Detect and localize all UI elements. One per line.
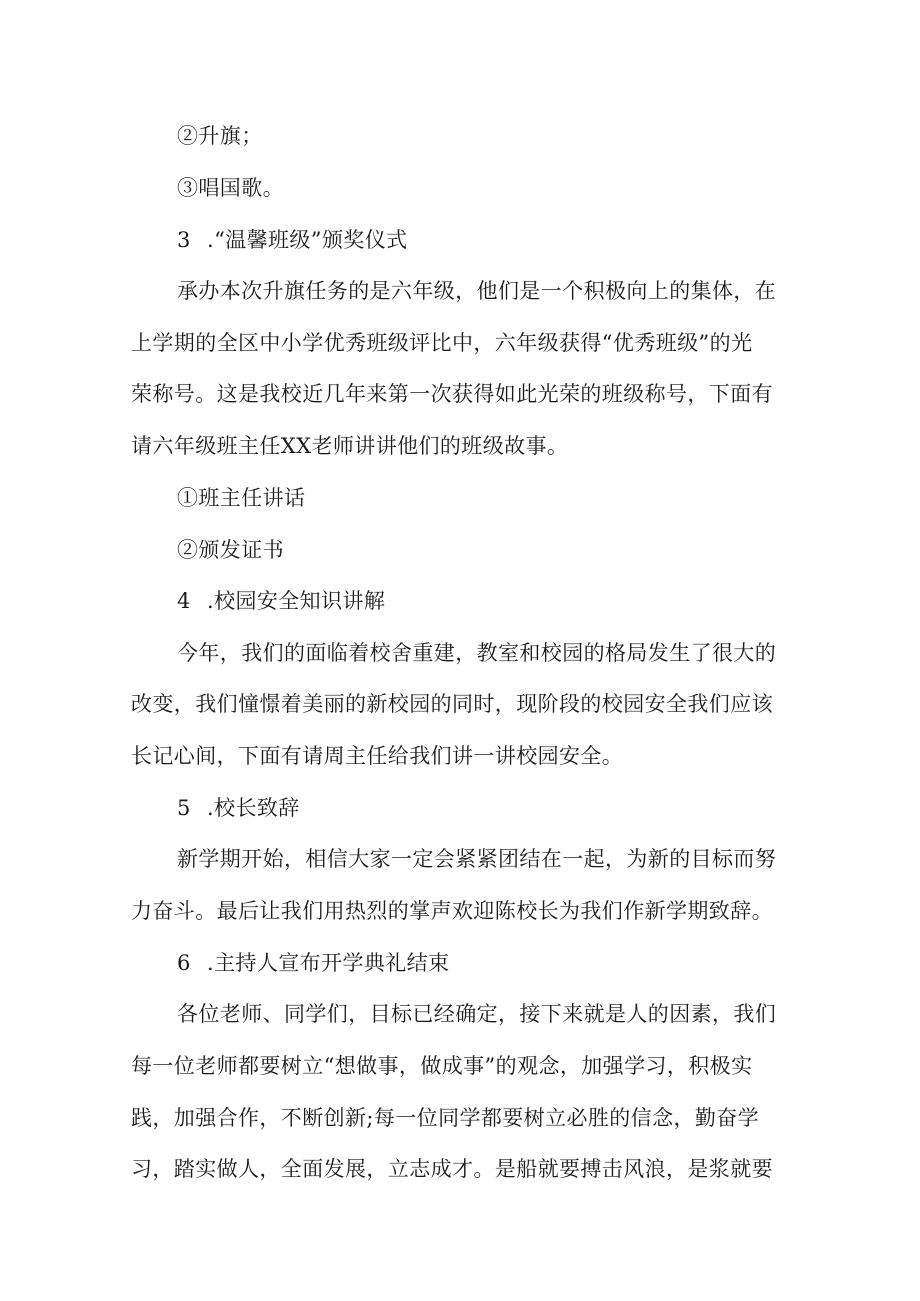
section-heading-4 — [177, 587, 385, 615]
step-item-raise-flag: ②升旗； — [177, 124, 263, 148]
paragraph-2-line-2: 改变，我们憧憬着美丽的新校园的同时，现阶段的校园安全我们应该 — [131, 692, 773, 716]
paragraph-1-line-3: 荣称号。这是我校近几年来第一次获得如此光荣的班级称号，下面有 — [131, 382, 773, 406]
step-item-national-anthem: ③唱国歌。 — [177, 176, 284, 200]
paragraph-1-line-1: 承办本次升旗任务的是六年级，他们是一个积极向上的集体，在 — [177, 279, 777, 303]
paragraph-2-line-3: 长记心间，下面有请周主任给我们讲一讲校园安全。 — [131, 744, 624, 768]
section-title: .主持人宣布开学典礼结束 — [207, 951, 450, 975]
section-heading-5 — [177, 794, 300, 822]
section-number: 5 — [177, 796, 191, 820]
section-title: .校长致辞 — [207, 796, 300, 820]
section-title: .校园安全知识讲解 — [207, 589, 386, 613]
paragraph-1-line-2: 上学期的全区中小学优秀班级评比中，六年级获得“优秀班级”的光 — [131, 331, 753, 355]
paragraph-3-line-2: 力奋斗。最后让我们用热烈的掌声欢迎陈校长为我们作新学期致辞。 — [131, 899, 773, 923]
sub-item-certificates: ②颁发证书 — [177, 538, 284, 562]
paragraph-4-line-1: 各位老师、同学们，目标已经确定，接下来就是人的因素，我们 — [177, 1002, 777, 1026]
section-number: 6 — [177, 951, 191, 975]
section-heading-6 — [177, 949, 449, 977]
section-number: 3 — [177, 228, 191, 252]
paragraph-1-line-4: 请六年级班主任XX老师讲讲他们的班级故事。 — [131, 434, 569, 458]
sub-item-teacher-speech: ①班主任讲话 — [177, 486, 306, 510]
section-number: 4 — [177, 589, 191, 613]
section-heading-3 — [177, 226, 408, 254]
paragraph-4-line-2: 每一位老师都要树立“想做事，做成事”的观念，加强学习，积极实 — [131, 1054, 753, 1078]
paragraph-4-line-4: 习，踏实做人，全面发展，立志成才。是船就要搏击风浪，是浆就要 — [131, 1157, 773, 1181]
paragraph-2-line-1: 今年，我们的面临着校舍重建，教室和校园的格局发生了很大的 — [177, 641, 777, 665]
paragraph-3-line-1: 新学期开始，相信大家一定会紧紧团结在一起，为新的目标而努 — [177, 847, 777, 871]
section-title: .“温馨班级”颁奖仪式 — [207, 228, 408, 252]
paragraph-4-line-3: 践，加强合作，不断创新;每一位同学都要树立必胜的信念，勤奋学 — [131, 1106, 760, 1130]
